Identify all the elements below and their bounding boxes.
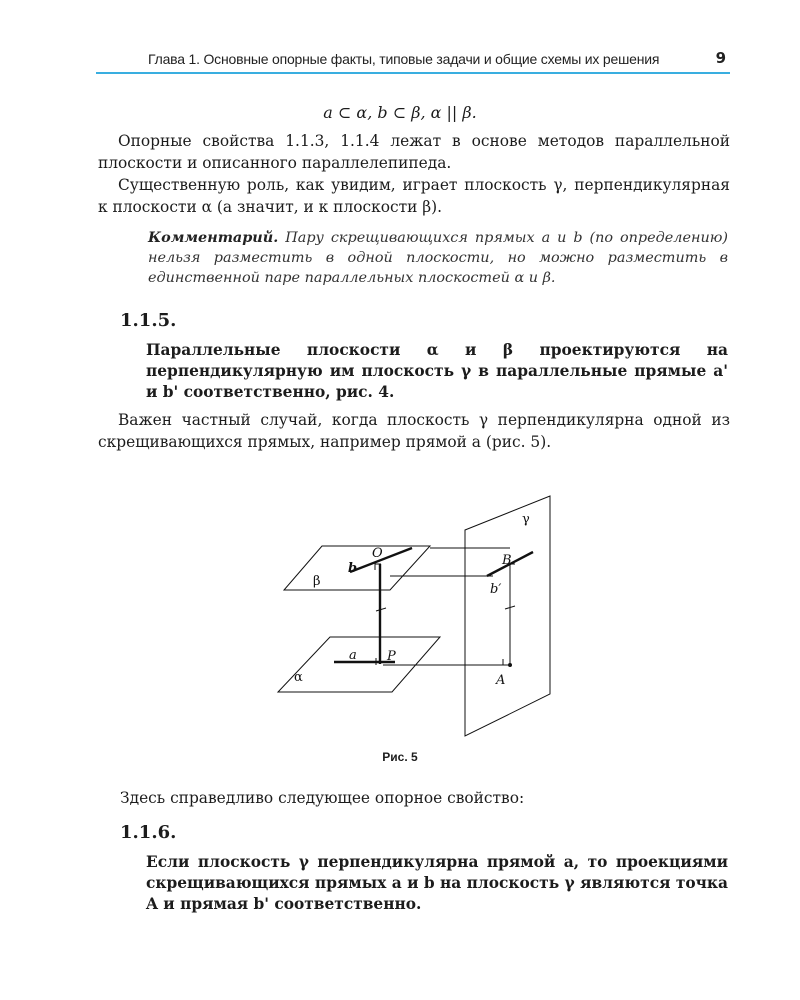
label-a-line: a: [349, 648, 357, 663]
paragraph-gamma-role: Существенную роль, как увидим, играет плоскость γ, перпендикулярная к плоскости α (а значит, и к плоскости β).: [98, 176, 730, 216]
figure-caption: Рис. 5: [382, 750, 418, 764]
comment-label: Комментарий.: [148, 229, 279, 246]
chapter-title: Глава 1. Основные опорные факты, типовые задачи и общие схемы их решения: [148, 51, 660, 67]
label-b-line: b: [348, 561, 358, 576]
label-b-prime: b′: [490, 582, 502, 597]
label-alpha: α: [294, 670, 303, 685]
section-number-1-1-5: 1.1.5.: [120, 310, 177, 331]
theorem-1-1-6: Если плоскость γ перпендикулярна прямой a, то проекциями скрещивающихся прямых a и b на плоскость γ являются точка A и прямая b' соответственно.: [146, 853, 728, 913]
label-gamma: γ: [522, 512, 530, 527]
label-p: P: [387, 649, 396, 664]
paragraph-support-properties: Опорные свойства 1.1.3, 1.1.4 лежат в основе методов параллельной плоскости и описанного параллелепипеда.: [98, 132, 730, 172]
section-number-1-1-6: 1.1.6.: [120, 822, 177, 843]
plane-gamma: [465, 496, 550, 736]
paragraph-special-case: Важен частный случай, когда плоскость γ перпендикулярна одной из скрещивающихся прямых, например прямой a (рис. 5).: [98, 411, 730, 451]
paragraph-property-intro: Здесь справедливо следующее опорное свойство:: [120, 789, 525, 807]
page-number: 9: [715, 49, 726, 67]
point-a: [508, 663, 512, 667]
label-o: O: [372, 546, 383, 561]
page-header: [96, 46, 730, 74]
comment-text: Пару скрещивающихся прямых a и b (по определению) нельзя разместить в одной плоскости, но можно разместить в единственной паре параллельных плоскостей α и β.: [148, 230, 728, 286]
formula-line: a ⊂ α, b ⊂ β, α || β.: [323, 103, 477, 122]
figure-5-diagram: [250, 492, 570, 744]
label-beta: β: [313, 574, 321, 589]
theorem-1-1-5: Параллельные плоскости α и β проектируются на перпендикулярную им плоскость γ в параллельные прямые a' и b' соответственно, рис. 4.: [146, 341, 728, 401]
comment-block: [148, 228, 728, 288]
label-a-point: A: [496, 673, 506, 688]
label-b-point: B: [502, 553, 512, 568]
